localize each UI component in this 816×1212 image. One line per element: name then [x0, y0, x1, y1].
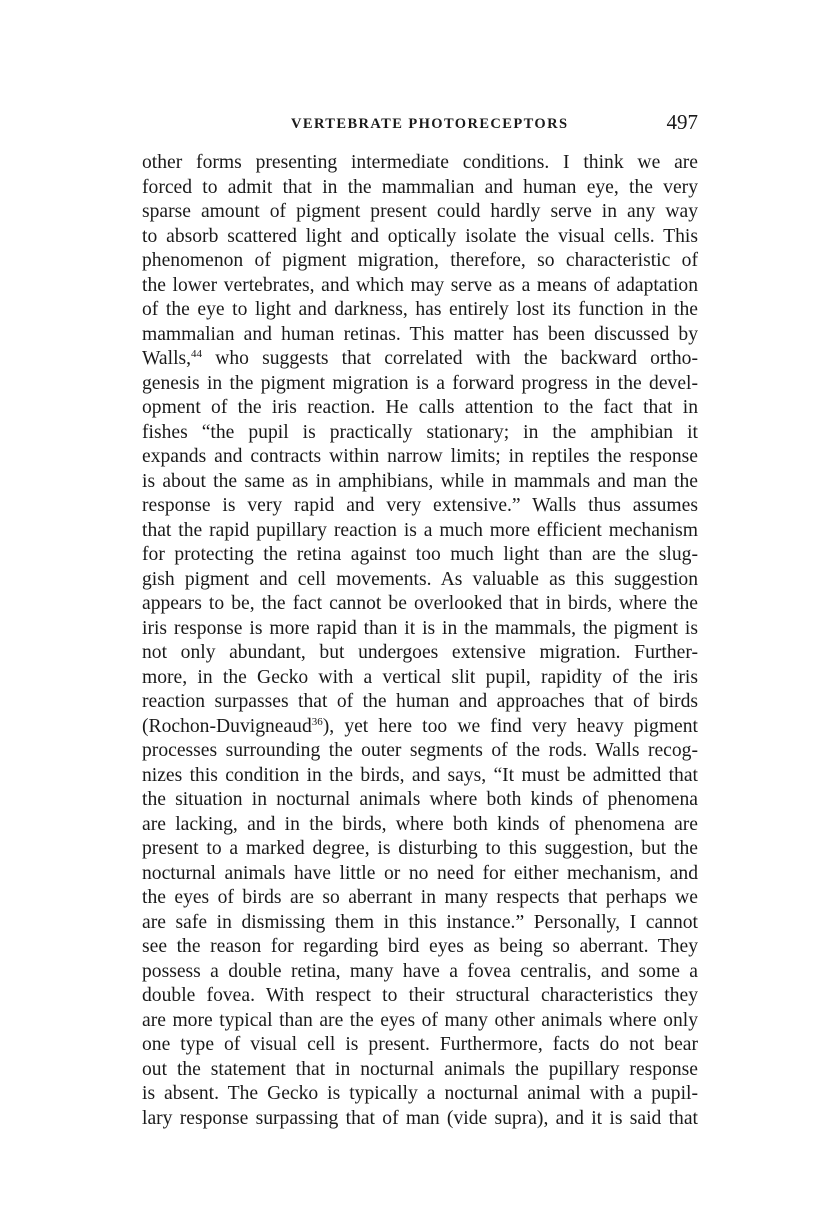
- text-segment: gish pigment and cell movements. As valuable as this suggestion: [142, 568, 698, 590]
- text-segment: sparse amount of pigment present could hardly serve in any way: [142, 201, 698, 222]
- text-segment: mammalian and human retinas. This matter has been discussed by: [142, 323, 698, 345]
- text-line: [142, 249, 698, 274]
- text-segment: expands and contracts within narrow limits; in reptiles the response: [142, 446, 698, 467]
- text-line: [142, 617, 698, 642]
- text-line: [142, 813, 698, 838]
- text-line: [142, 1058, 698, 1083]
- text-segment: see the reason for regarding bird eyes as being so aberrant. They: [142, 936, 698, 957]
- text-line: [142, 1033, 698, 1058]
- text-segment: processes surrounding the outer segments of the rods. Walls recog-: [142, 740, 698, 761]
- text-segment: that the rapid pupillary reaction is a much more efficient mechanism: [142, 519, 698, 541]
- running-title: VERTEBRATE PHOTORECEPTORS: [291, 116, 569, 132]
- text-segment: one type of visual cell is present. Furthermore, facts do not bear: [142, 1034, 698, 1055]
- text-segment: fishes “the pupil is practically stationary; in the amphibian it: [142, 421, 698, 443]
- footnote-reference: 44: [191, 348, 203, 360]
- text-segment: Walls,: [142, 348, 192, 369]
- text-line: [142, 445, 698, 470]
- text-line: [142, 592, 698, 617]
- text-segment: the lower vertebrates, and which may serve as a means of adaptation: [142, 274, 698, 296]
- footnote-reference: 36: [311, 715, 323, 728]
- text-line: [142, 543, 698, 568]
- text-line: [142, 225, 698, 250]
- text-segment: possess a double retina, many have a fovea centralis, and some a: [142, 960, 698, 982]
- text-line: [142, 984, 698, 1009]
- text-line: [142, 176, 698, 201]
- body-paragraph: [142, 151, 698, 1131]
- text-segment: out the statement that in nocturnal animals the pupillary response: [142, 1058, 698, 1080]
- text-segment: nizes this condition in the birds, and says, “It must be admitted that: [142, 764, 698, 786]
- text-line: [142, 739, 698, 764]
- text-segment: is about the same as in amphibians, while in mammals and man the: [142, 470, 698, 492]
- text-segment: for protecting the retina against too much light than are the slug-: [142, 544, 698, 565]
- text-segment: the eyes of birds are so aberrant in many respects that perhaps we: [142, 887, 698, 908]
- running-head: [142, 112, 698, 142]
- text-segment: are more typical than are the eyes of many other animals where only: [142, 1009, 698, 1031]
- text-line: [142, 274, 698, 299]
- text-segment: not only abundant, but undergoes extensive migration. Further-: [142, 642, 698, 663]
- text-line: [142, 494, 698, 519]
- text-segment: genesis in the pigment migration is a forward progress in the devel-: [142, 372, 698, 394]
- text-segment: ), yet here too we find very heavy pigment: [322, 715, 698, 737]
- text-line: [142, 323, 698, 348]
- text-line: [142, 960, 698, 985]
- page-number: 497: [666, 110, 698, 134]
- text-line: [142, 298, 698, 323]
- text-line: [142, 764, 698, 789]
- text-segment: double fovea. With respect to their structural characteristics they: [142, 985, 698, 1006]
- text-segment: is absent. The Gecko is typically a nocturnal animal with a pupil-: [142, 1083, 698, 1104]
- text-line: [142, 200, 698, 225]
- text-line: [142, 788, 698, 813]
- text-line: [142, 421, 698, 446]
- text-line: [142, 911, 698, 936]
- text-segment: phenomenon of pigment migration, therefore, so characteristic of: [142, 250, 698, 271]
- text-segment: nocturnal animals have little or no need for either mechanism, and: [142, 862, 698, 884]
- text-segment: iris response is more rapid than it is in the mammals, the pigment is: [142, 617, 698, 639]
- text-line: [142, 886, 698, 911]
- text-segment: lary response surpassing that of man (vide supra), and it is said that: [142, 1107, 698, 1129]
- text-segment: present to a marked degree, is disturbing to this suggestion, but the: [142, 838, 698, 859]
- text-line: [142, 690, 698, 715]
- text-segment: other forms presenting intermediate conditions. I think we are: [142, 152, 698, 173]
- text-segment: who suggests that correlated with the backward ortho-: [202, 348, 698, 369]
- text-line: [142, 862, 698, 887]
- text-line: [142, 715, 698, 740]
- text-line: [142, 1009, 698, 1034]
- text-segment: are lacking, and in the birds, where both kinds of phenomena are: [142, 813, 698, 835]
- text-line: [142, 347, 698, 372]
- text-segment: reaction surpasses that of the human and approaches that of birds: [142, 691, 698, 712]
- text-line: [142, 1107, 698, 1132]
- text-segment: of the eye to light and darkness, has entirely lost its function in the: [142, 299, 698, 320]
- text-segment: (Rochon-Duvigneaud: [142, 715, 312, 737]
- text-line: [142, 568, 698, 593]
- text-segment: are safe in dismissing them in this instance.” Personally, I cannot: [142, 911, 698, 933]
- text-segment: appears to be, the fact cannot be overlooked that in birds, where the: [142, 593, 698, 614]
- text-line: [142, 641, 698, 666]
- text-line: [142, 1082, 698, 1107]
- text-line: [142, 666, 698, 691]
- text-line: [142, 837, 698, 862]
- text-line: [142, 935, 698, 960]
- text-line: [142, 519, 698, 544]
- text-line: [142, 396, 698, 421]
- text-segment: forced to admit that in the mammalian and human eye, the very: [142, 176, 698, 198]
- text-segment: to absorb scattered light and optically isolate the visual cells. This: [142, 225, 698, 247]
- text-segment: more, in the Gecko with a vertical slit pupil, rapidity of the iris: [142, 666, 698, 688]
- text-segment: response is very rapid and very extensive.” Walls thus assumes: [142, 495, 698, 516]
- text-segment: the situation in nocturnal animals where both kinds of phenomena: [142, 789, 698, 810]
- text-line: [142, 470, 698, 495]
- text-segment: opment of the iris reaction. He calls attention to the fact that in: [142, 397, 698, 418]
- text-line: [142, 372, 698, 397]
- text-line: [142, 151, 698, 176]
